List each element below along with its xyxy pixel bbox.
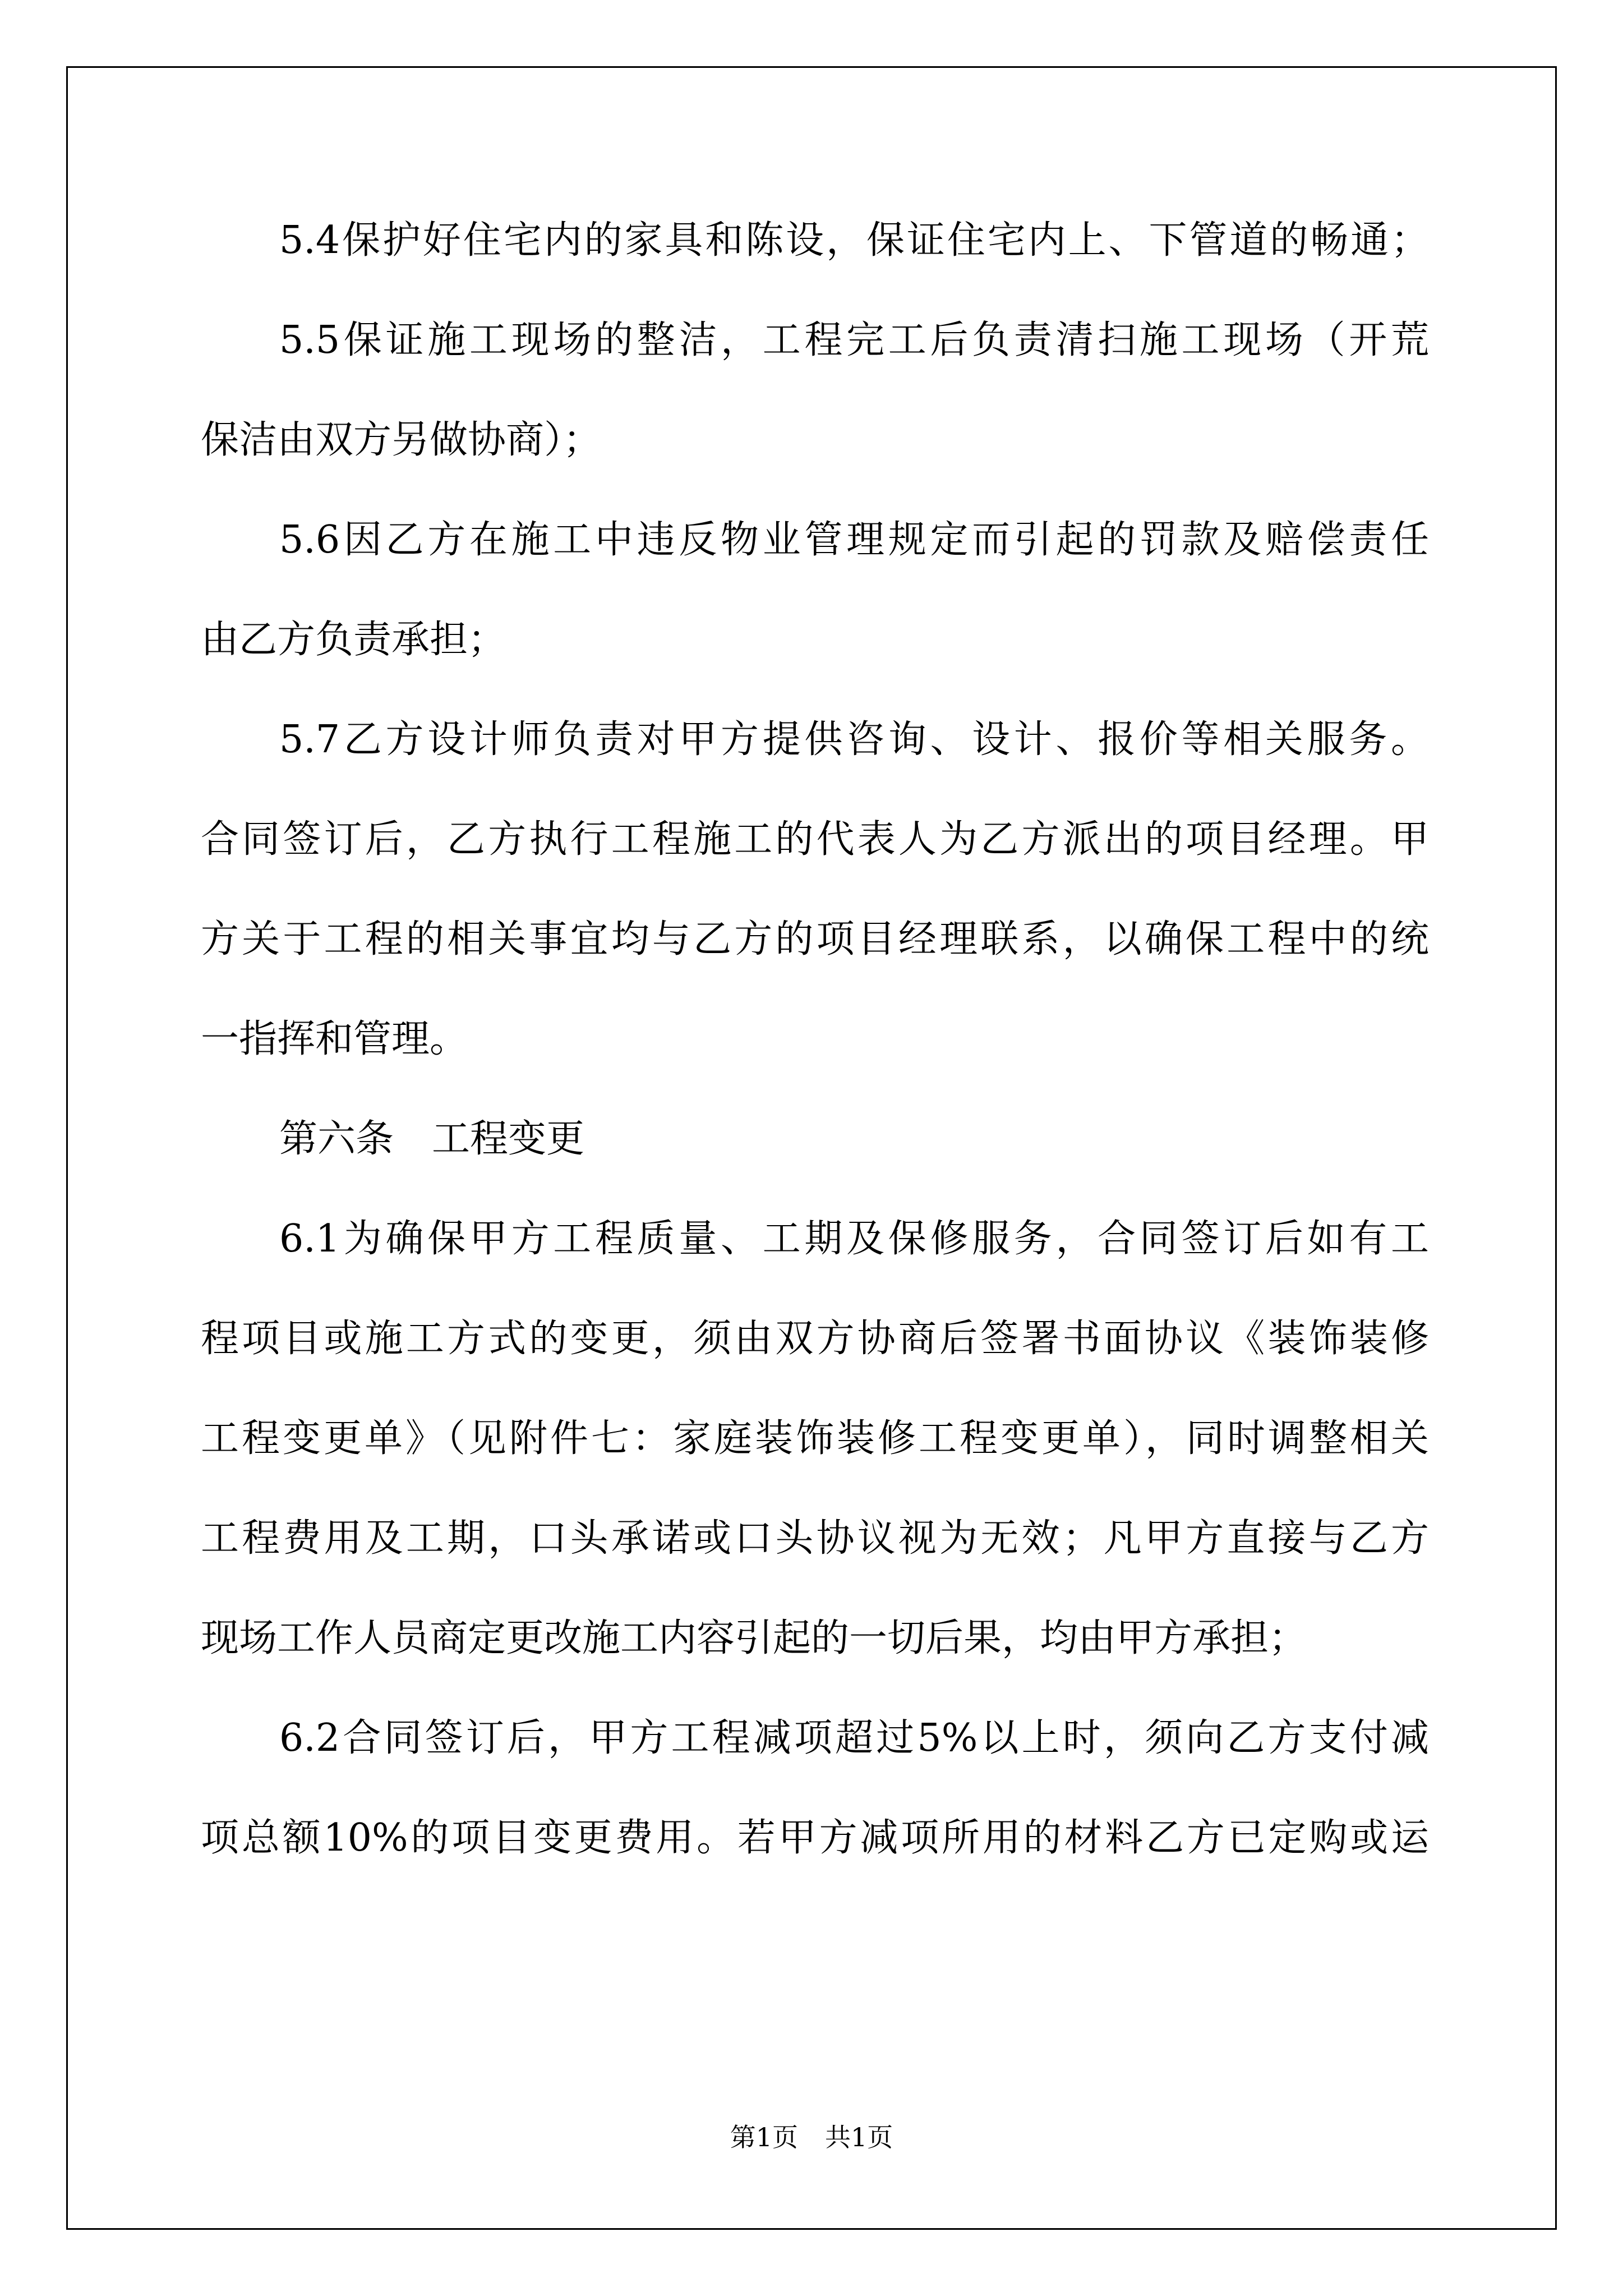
clause-5-5-cont: 保洁由双方另做协商）； (201, 418, 602, 462)
clause-6-1-cont-4: 现场工作人员商定更改施工内容引起的一切后果，均由甲方承担； (201, 1616, 1307, 1660)
clause-6-1-cont-3: 工程费用及工期，口头承诺或口头协议视为无效；凡甲方直接与乙方 (201, 1516, 1429, 1561)
clause-6-1-cont-1: 程项目或施工方式的变更，须由双方协商后签署书面协议《装饰装修 (201, 1317, 1429, 1361)
total-pages: 共1页 (825, 2122, 893, 2152)
clause-5-4: 5.4保护好住宅内的家具和陈设，保证住宅内上、下管道的畅通； (279, 218, 1429, 263)
clause-5-6: 5.6因乙方在施工中违反物业管理规定而引起的罚款及赔偿责任 (279, 518, 1429, 562)
clause-5-7-cont-1: 合同签订后，乙方执行工程施工的代表人为乙方派出的项目经理。甲 (201, 817, 1429, 862)
clause-5-5: 5.5保证施工现场的整洁，工程完工后负责清扫施工现场（开荒 (279, 318, 1429, 362)
clause-5-7-cont-3: 一指挥和管理。 (201, 1017, 468, 1061)
page-footer (0, 2120, 1623, 2154)
clause-6-2-cont: 项总额10%的项目变更费用。若甲方减项所用的材料乙方已定购或运 (201, 1816, 1429, 1860)
clause-5-7-cont-2: 方关于工程的相关事宜均与乙方的项目经理联系，以确保工程中的统 (201, 917, 1429, 961)
section-heading-6: 第六条 工程变更 (279, 1117, 585, 1161)
clause-6-2: 6.2合同签订后，甲方工程减项超过5%以上时，须向乙方支付减 (279, 1716, 1429, 1760)
clause-5-6-cont: 由乙方负责承担； (201, 618, 506, 662)
page-number: 第1页 (730, 2122, 798, 2152)
clause-6-1: 6.1为确保甲方工程质量、工期及保修服务，合同签订后如有工 (279, 1217, 1429, 1261)
clause-5-7: 5.7乙方设计师负责对甲方提供咨询、设计、报价等相关服务。 (279, 717, 1429, 762)
clause-6-1-cont-2: 工程变更单》（见附件七：家庭装饰装修工程变更单），同时调整相关 (201, 1416, 1429, 1461)
